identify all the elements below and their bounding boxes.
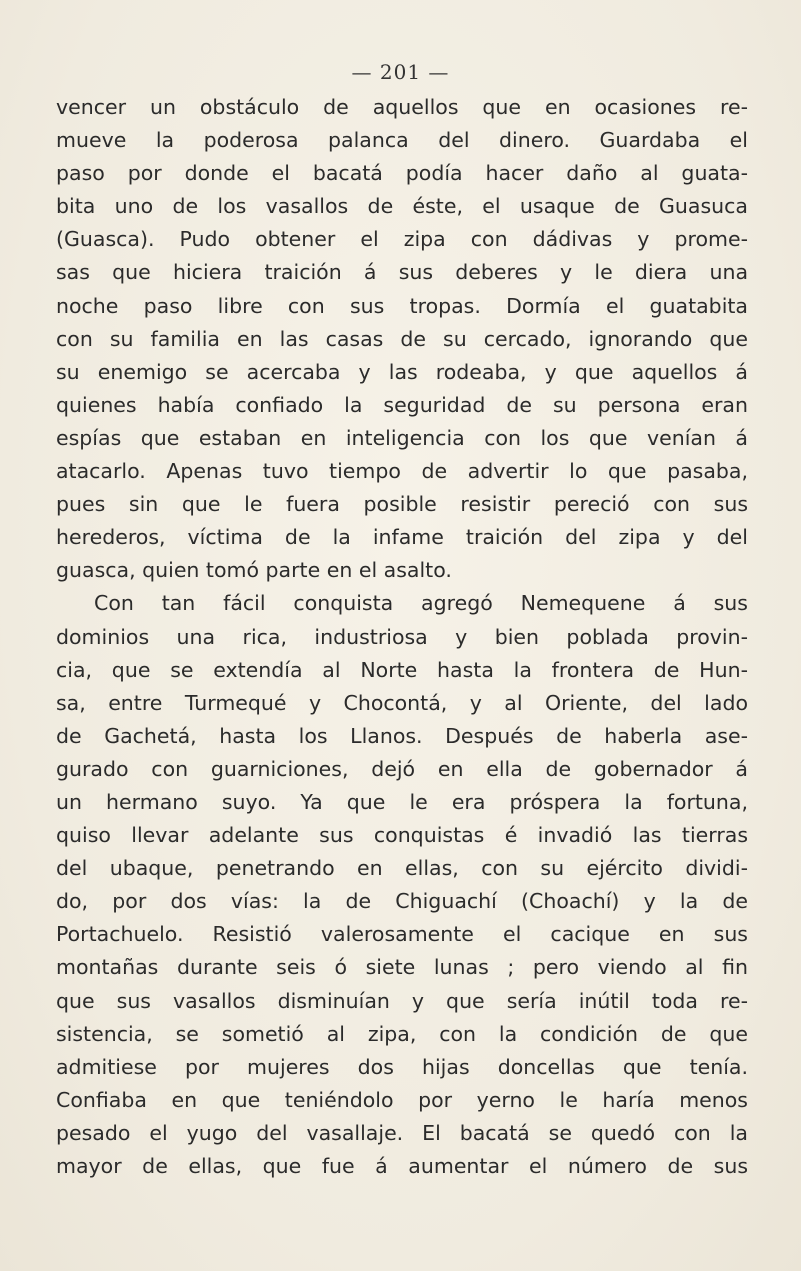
text-line: del ubaque, penetrando en ellas, con su ejército dividi- — [56, 856, 748, 881]
text-line: gurado con guarniciones, dejó en ella de gobernador á — [56, 756, 748, 781]
page-number: — 201 — — [351, 60, 450, 84]
text-line: un hermano suyo. Ya que le era próspera la fortuna, — [56, 789, 748, 814]
text-line: pesado el yugo del vasallaje. El bacatá se quedó con la — [56, 1120, 748, 1145]
text-line: pues sin que le fuera posible resistir pereció con sus — [56, 492, 748, 517]
text-line: mueve la poderosa palanca del dinero. Guardaba el — [56, 128, 748, 153]
text-line: Portachuelo. Resistió valerosamente el cacique en sus — [56, 922, 748, 947]
text-line: sistencia, se sometió al zipa, con la condición de que — [56, 1021, 748, 1046]
text-line: noche paso libre con sus tropas. Dormía el guatabita — [56, 293, 748, 318]
text-line: cia, que se extendía al Norte hasta la frontera de Hun- — [56, 657, 748, 682]
text-line: do, por dos vías: la de Chiguachí (Choachí) y la de — [56, 889, 748, 914]
text-line: Confiaba en que teniéndolo por yerno le haría menos — [56, 1087, 748, 1112]
body-text — [56, 91, 748, 1183]
text-line: con su familia en las casas de su cercado, ignorando que — [56, 326, 748, 351]
text-line: montañas durante seis ó siete lunas ; pero viendo al fin — [56, 955, 748, 980]
text-line: dominios una rica, industriosa y bien poblada provin- — [56, 624, 748, 649]
paragraph-start-line: Con tan fácil conquista agregó Nemequene á sus — [94, 591, 748, 616]
text-line: vencer un obstáculo de aquellos que en ocasiones re- — [56, 95, 748, 119]
text-line: atacarlo. Apenas tuvo tiempo de advertir lo que pasaba, — [56, 459, 748, 484]
text-line: mayor de ellas, que fue á aumentar el número de sus — [56, 1154, 748, 1178]
text-line: admitiese por mujeres dos hijas doncellas que tenía. — [56, 1054, 748, 1079]
text-line: (Guasca). Pudo obtener el zipa con dádivas y prome- — [56, 227, 748, 252]
text-line: de Gachetá, hasta los Llanos. Después de haberla ase- — [56, 723, 748, 748]
text-line: paso por donde el bacatá podía hacer daño al guata- — [56, 161, 748, 186]
text-line: su enemigo se acercaba y las rodeaba, y que aquellos á — [56, 359, 748, 384]
text-line: espías que estaban en inteligencia con los que venían á — [56, 425, 748, 450]
text-line: quienes había confiado la seguridad de su persona eran — [56, 392, 748, 417]
text-line: que sus vasallos disminuían y que sería inútil toda re- — [56, 988, 748, 1013]
text-line: bita uno de los vasallos de éste, el usaque de Guasuca — [56, 194, 748, 219]
text-line: quiso llevar adelante sus conquistas é invadió las tierras — [56, 823, 748, 848]
paragraph-end-line: guasca, quien tomó parte en el asalto. — [56, 558, 452, 583]
text-line: herederos, víctima de la infame traición del zipa y del — [56, 525, 748, 550]
text-line: sas que hiciera traición á sus deberes y le diera una — [56, 260, 748, 285]
text-line: sa, entre Turmequé y Chocontá, y al Oriente, del lado — [56, 690, 748, 715]
